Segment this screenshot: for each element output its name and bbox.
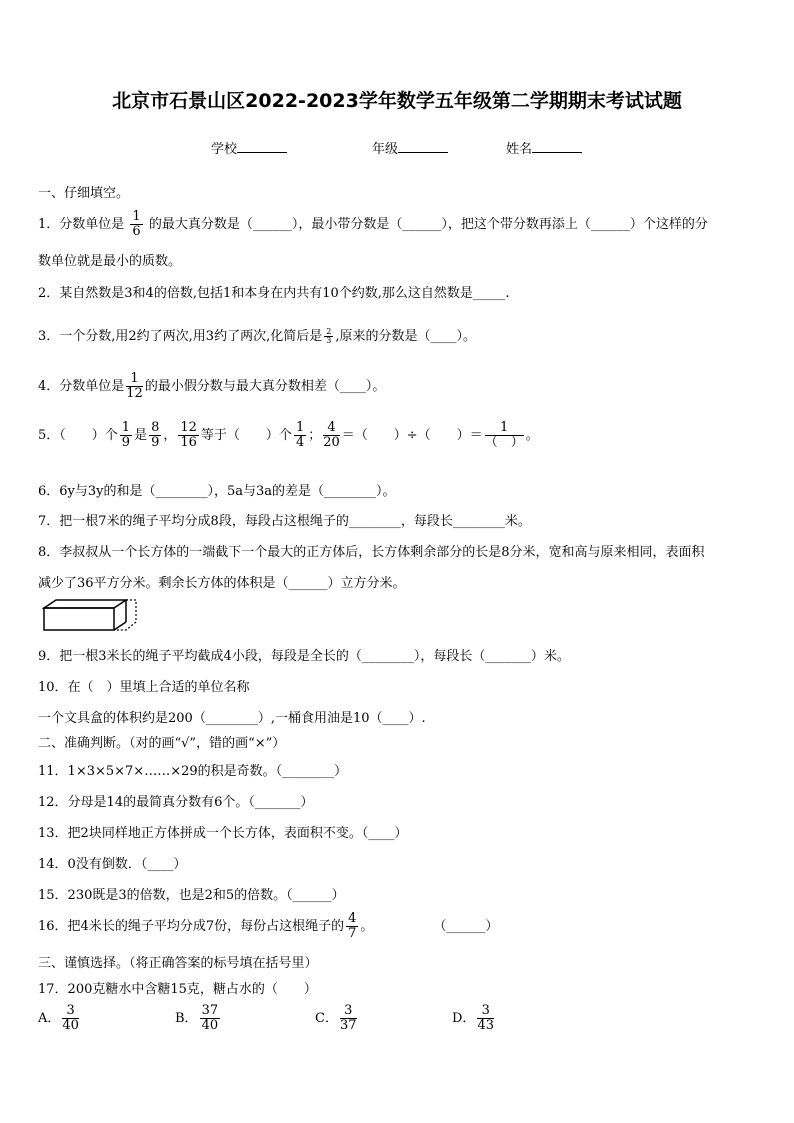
fraction [323,421,340,450]
cuboid-top-face [44,600,126,608]
numerator: 37 [201,1003,219,1018]
cuboid-edge [114,622,126,630]
grade-field [372,138,448,157]
denominator: 20 [323,435,340,450]
fraction [485,421,524,450]
numerator: 1 [295,420,305,435]
school-label: 学校 [211,142,238,157]
question-16 [38,912,498,941]
option-label: D． [452,1011,476,1026]
section-heading: 二、准确判断。（对的画“√”，错的画“×”） [38,736,286,751]
denominator: 6 [132,224,141,239]
option-a [38,1004,81,1033]
numerator: 4 [348,911,357,926]
option-label: C． [315,1011,338,1026]
fraction [346,912,358,941]
question-7: 7．把一根7米的绳子平均分成8段，每段占这根绳子的________，每段长________米。 [38,514,531,529]
question-13: 13．把2块同样地正方体拼成一个长方体，表面积不变。（____） [38,826,408,841]
fraction [126,372,143,401]
question-6: 6．6y与3y的和是（________），5a与3a的差是（________）。 [38,484,396,499]
section-heading: 三、谨慎选择。（将正确答案的标号填在括号里） [38,956,318,971]
fraction [130,210,142,239]
fraction [178,421,199,450]
question-8-cont: 减少了36平方分米。剩余长方体的体积是（______）立方分米。 [38,576,406,591]
option-d [452,1004,496,1033]
denominator: 40 [201,1018,219,1033]
question-text: 3．一个分数,用2约了两次,用3约了两次,化简后是 [38,329,323,344]
question-text: ， [163,428,177,443]
option-label: B． [175,1011,198,1026]
denominator: 43 [477,1018,494,1033]
denominator: 7 [348,926,357,941]
denominator: 12 [126,386,143,401]
grade-label: 年级 [372,142,399,157]
question-8: 8．李叔叔从一个长方体的一端截下一个最大的正方体后，长方体剩余部分的长是8分米，宽和高与原来相同，表面积 [38,545,705,560]
question-text: 的最小假分数与最大真分数相差（____）。 [144,379,386,394]
numerator: 2 [326,327,332,336]
answer-blank: （______） [433,919,499,934]
question-1 [38,210,708,239]
question-14: 14．0没有倒数．（____） [38,857,187,872]
option-c [315,1004,359,1033]
fraction [62,1004,79,1033]
school-blank [237,140,287,153]
question-17: 17．200克糖水中含糖15克，糖占水的（ ） [38,982,317,997]
question-text: 。 [360,919,374,934]
denominator: 40 [62,1018,79,1033]
question-text: 。 [525,428,539,443]
denominator: （ ） [484,435,524,450]
denominator: 4 [295,435,305,450]
cuboid-figure [40,598,140,634]
numerator: 4 [323,421,340,436]
fraction [149,421,161,450]
denominator: 3 [326,336,332,345]
numerator: 8 [151,420,160,435]
option-b [175,1004,222,1033]
question-text: 5．（ ）个 [38,428,118,443]
cuboid-front-face [44,608,114,630]
numerator: 3 [340,1004,357,1019]
numerator: 1 [121,420,131,435]
question-text: ＝（ ）÷（ ）＝ [341,428,483,443]
question-2: 2．某自然数是3和4的倍数,包括1和本身在内共有10个约数,那么这自然数是_____. [38,286,510,301]
denominator: 9 [121,435,131,450]
question-9: 9．把一根3米长的绳子平均截成4小段，每段是全长的（________），每段长（_______）米。 [38,649,570,664]
name-field [506,138,582,157]
fraction [120,421,132,450]
question-text: ； [308,428,322,443]
question-text: 的最大真分数是（______），最小带分数是（______），把这个带分数再添上（______）个这样的分 [148,217,708,232]
denominator: 16 [180,435,197,450]
question-text: 等于（ ）个 [200,428,292,443]
denominator: 9 [151,435,160,450]
question-10: 10．在（ ）里填上合适的单位名称 [38,680,250,695]
fraction [200,1004,221,1033]
option-label: A． [38,1011,61,1026]
school-field [211,138,287,157]
fraction [294,421,306,450]
question-text: 1．分数单位是 [38,217,125,232]
question-1-cont: 数单位就是最小的质数。 [38,254,182,269]
denominator: 37 [339,1018,357,1033]
name-label: 姓名 [506,142,533,157]
fraction [477,1004,494,1033]
question-11: 11．1×3×5×7×……×29的积是奇数。（________） [38,764,348,779]
fraction [324,328,333,345]
question-text: 16．把4米长的绳子平均分成7份，每份占这根绳子的 [38,919,345,934]
question-text: ,原来的分数是（____）。 [335,329,476,344]
question-12: 12．分母是14的最简真分数有6个。（_______） [38,795,314,810]
numerator: 1 [132,209,141,224]
question-10-cont: 一个文具盒的体积约是200（________）,一桶食用油是10（____）. [38,711,426,726]
fraction [340,1004,357,1033]
numerator: 1 [126,372,143,387]
page-title: 北京市石景山区2022-2023学年数学五年级第二学期期末考试试题 [112,90,682,112]
section-heading: 一、仔细填空。 [38,186,130,201]
cut-cube-dashed-outline [114,600,136,630]
numerator: 12 [180,420,197,435]
question-4 [38,372,385,401]
question-3 [38,325,476,345]
question-15: 15．230既是3的倍数，也是2和5的倍数。（______） [38,888,345,903]
question-text: 4．分数单位是 [38,379,125,394]
numerator: 1 [485,421,524,436]
grade-blank [398,140,448,153]
name-blank [532,140,582,153]
numerator: 3 [477,1004,494,1019]
numerator: 3 [62,1004,79,1019]
question-text: 是 [134,428,148,443]
question-5 [38,421,539,450]
